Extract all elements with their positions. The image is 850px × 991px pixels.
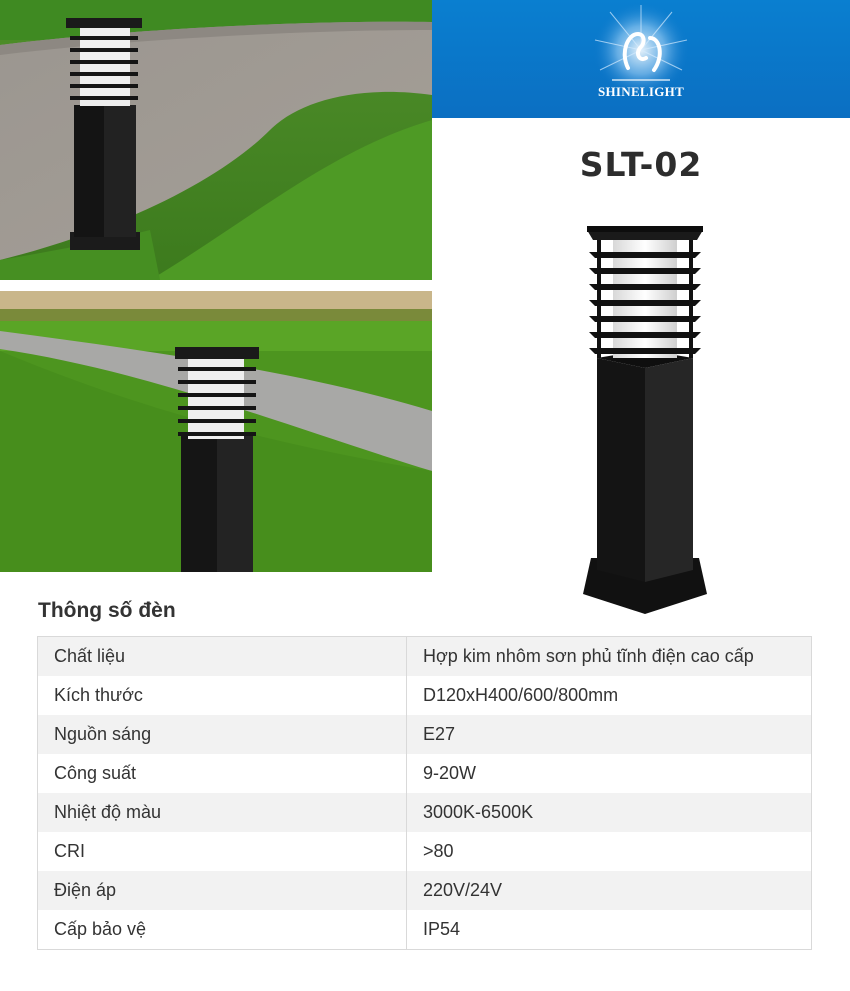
lifestyle-photo-top <box>0 0 432 280</box>
table-row <box>38 871 812 910</box>
table-row <box>38 754 812 793</box>
spec-table <box>37 636 812 950</box>
bollard-light-bottom <box>175 347 259 572</box>
spec-label: Điện áp <box>38 871 407 910</box>
spec-value: E27 <box>407 715 812 754</box>
table-row <box>38 910 812 950</box>
spec-value: 9-20W <box>423 763 477 783</box>
table-row <box>38 676 812 715</box>
spec-value: Hợp kim nhôm sơn phủ tĩnh điện cao cấp <box>407 637 812 677</box>
spec-label: Cấp bảo vệ <box>38 910 407 950</box>
brand-name: SHINELIGHT <box>597 84 685 99</box>
product-model-title: SLT-02 <box>579 145 703 184</box>
spec-label: Chất liệu <box>38 637 407 677</box>
spec-value: 3000K-6500K <box>407 793 812 832</box>
spec-value: IP54 <box>423 919 461 939</box>
brand-banner <box>432 0 850 118</box>
spec-label: Nhiệt độ màu <box>38 793 407 832</box>
product-image <box>575 222 715 622</box>
spec-value: 220V/24V <box>407 871 812 910</box>
table-row <box>38 832 812 871</box>
spec-value: D120xH400/600/800mm <box>423 685 619 705</box>
brand-logo-icon <box>432 0 850 118</box>
spec-label: Nguồn sáng <box>38 715 407 754</box>
table-row <box>38 637 812 677</box>
lifestyle-photo-bottom <box>0 291 432 572</box>
spec-label: Kích thước <box>38 676 407 715</box>
specs-heading: Thông số đèn <box>38 599 176 622</box>
table-row <box>38 793 812 832</box>
spec-value: >80 <box>423 841 454 861</box>
spec-label: CRI <box>38 832 407 871</box>
table-row <box>38 715 812 754</box>
spec-label: Công suất <box>38 754 407 793</box>
